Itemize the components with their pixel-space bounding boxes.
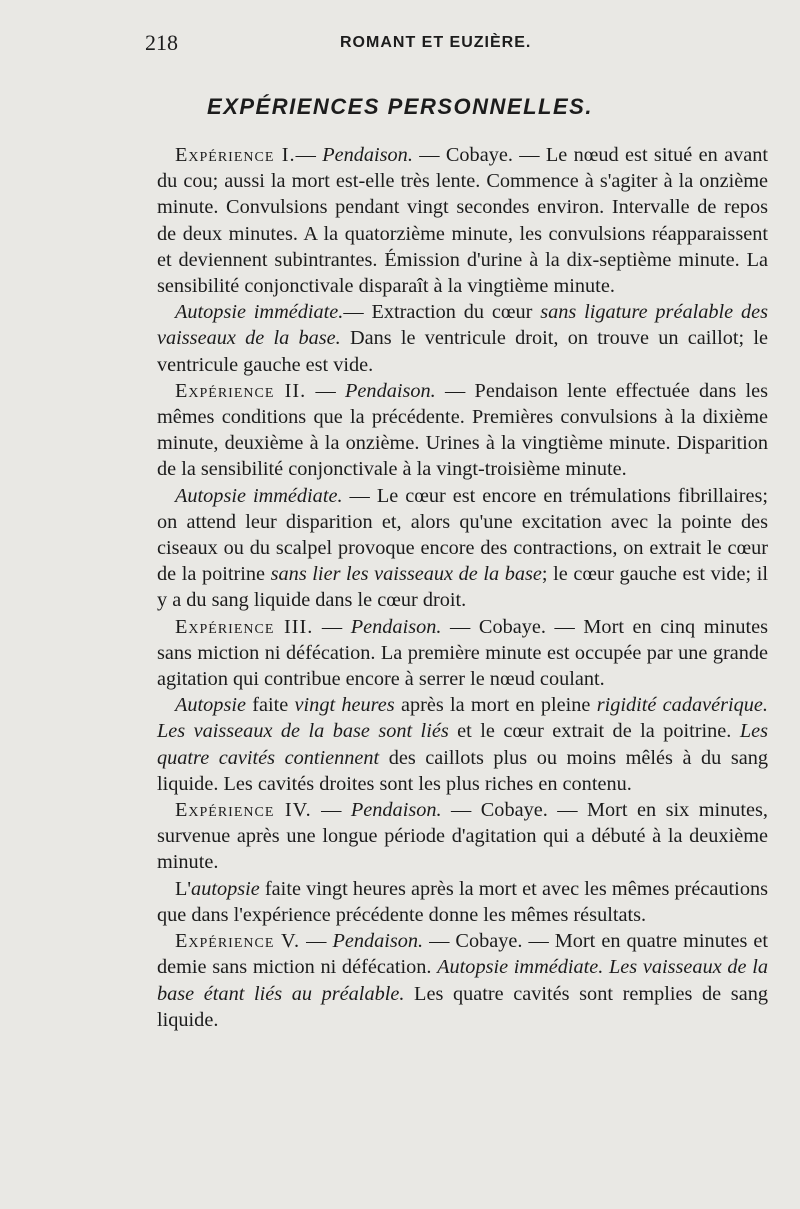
page-header bbox=[145, 30, 615, 60]
paragraph-text: Les quatre cavités sont remplies de sang liquide. bbox=[157, 982, 768, 1031]
paragraph-text: faite vingt heures après la mort et avec les mêmes précautions que dans l'expérience précédente donne les mêmes résultats. bbox=[157, 877, 768, 926]
emphasis: Les quatre cavités contiennent bbox=[157, 720, 768, 769]
paragraph-text: Dans le ventricule droit, on trouve un caillot; le ventricule gauche est vide. bbox=[157, 327, 768, 376]
emphasis: rigidité cadavérique. Les vaisseaux de la base sont liés bbox=[157, 694, 768, 743]
paragraph-autopsy-2 bbox=[157, 483, 768, 614]
paragraph-text: — Cobaye. — Mort en six minutes, survenue après une longue période d'agitation qui a débuté à la deuxième minute. bbox=[157, 799, 768, 874]
section-title: EXPÉRIENCES PERSONNELLES. bbox=[207, 94, 593, 119]
paragraph-text: ; le cœur gauche est vide; il y a du sang liquide dans le cœur droit. bbox=[157, 563, 769, 612]
autopsy-label: Autopsie bbox=[175, 694, 246, 717]
running-head: ROMANT ET EUZIÈRE. bbox=[340, 34, 532, 51]
experience-label: Expérience II. bbox=[175, 379, 307, 402]
page-number: 218 bbox=[145, 30, 178, 55]
paragraph-text: — Cobaye. — Mort en quatre minutes et demie sans miction ni défécation. bbox=[157, 930, 769, 979]
method: Pendaison. bbox=[322, 144, 413, 166]
paragraph-text: des caillots plus ou moins mêlés à du sang liquide. Les cavités droites sont les plus riches en contenu. bbox=[157, 746, 768, 795]
paragraph-text: L' bbox=[175, 877, 192, 900]
experience-label: Expérience III. bbox=[175, 615, 314, 638]
method: Pendaison. bbox=[350, 615, 442, 638]
paragraph-experience-1 bbox=[157, 142, 768, 299]
body-text bbox=[157, 142, 768, 1033]
paragraph-experience-4 bbox=[157, 797, 768, 876]
emphasis: vingt heures bbox=[294, 694, 395, 717]
emphasis: Autopsie immédiate. Les vaisseaux de la base étant liés au préalable. bbox=[157, 956, 768, 1005]
paragraph-text: — Pendaison lente effectuée dans les mêmes conditions que la précédente. Premières convulsions à la dixième minute, deuxième à la onzième. Urines à la vingtième minute. Disparition de la sensibilité conjonctivale à la vingt-troisième minute. bbox=[157, 379, 769, 481]
paragraph-autopsy-3 bbox=[157, 692, 768, 797]
method: Pendaison. bbox=[350, 799, 442, 822]
experience-label: Expérience IV. bbox=[175, 799, 312, 822]
paragraph-text: — Cobaye. — Le nœud est situé en avant du cou; aussi la mort est-elle très lente. Commence à s'agiter à la onzième minute. Convulsions pendant vingt secondes environ. Intervalle de repos de deux minutes. A la quatorzième minute, les convulsions réapparaissent et deviennent subintrantes. Émission d'urine à la dix-septième minute. La sensibilité conjonctivale disparaît à la vingtième minute. bbox=[157, 144, 768, 298]
experience-label: Expérience V. bbox=[175, 930, 301, 953]
emphasis: sans ligature préalable des vaisseaux de la base. bbox=[157, 301, 768, 350]
paragraph-text: après la mort en pleine bbox=[394, 694, 597, 717]
autopsy-label: Autopsie immédiate. bbox=[175, 301, 344, 324]
paragraph-text: faite bbox=[245, 694, 295, 717]
method: Pendaison. bbox=[345, 379, 436, 402]
paragraph-autopsy-1 bbox=[157, 299, 768, 378]
paragraph-autopsy-4 bbox=[157, 876, 768, 928]
dash: — bbox=[306, 379, 346, 402]
paragraph-text: — Le cœur est encore en trémulations fibrillaires; on attend leur disparition et, alors qu'une excitation avec la pointe des ciseaux ou du scalpel provoque encore des contractions, on extrait le cœur de la poitrine bbox=[157, 484, 768, 586]
paragraph-experience-2 bbox=[157, 378, 768, 483]
paragraph-text: — Extraction du cœur bbox=[343, 301, 541, 324]
experience-label: Expérience I. bbox=[175, 144, 296, 166]
paragraph-experience-3 bbox=[157, 614, 768, 693]
dash: — bbox=[295, 144, 323, 166]
dash: — bbox=[313, 615, 351, 638]
paragraph-text: — Cobaye. — Mort en cinq minutes sans miction ni défécation. La première minute est occupée par une grande agitation qui contribue encore à serrer le nœud coulant. bbox=[157, 615, 768, 691]
paragraph-text: et le cœur extrait de la poitrine. bbox=[448, 720, 740, 743]
dash: — bbox=[311, 799, 351, 822]
paragraph-experience-5 bbox=[157, 928, 768, 1033]
autopsy-label: autopsie bbox=[191, 877, 260, 900]
dash: — bbox=[300, 930, 333, 953]
autopsy-label: Autopsie immédiate. bbox=[175, 484, 343, 507]
emphasis: sans lier les vaisseaux de la base bbox=[270, 563, 542, 586]
method: Pendaison. bbox=[332, 930, 424, 953]
